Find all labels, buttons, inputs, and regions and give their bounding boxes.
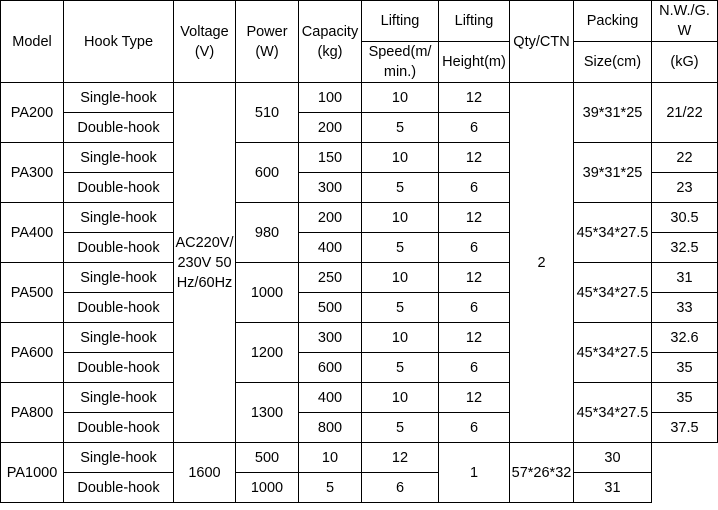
power-cell: 1200 bbox=[236, 323, 299, 383]
hook-type-cell: Single-hook bbox=[64, 443, 174, 473]
model-cell: PA500 bbox=[1, 263, 64, 323]
capacity-cell: 400 bbox=[299, 233, 362, 263]
height-cell: 6 bbox=[439, 293, 510, 323]
capacity-cell: 1000 bbox=[236, 473, 299, 503]
height-cell: 12 bbox=[439, 383, 510, 413]
header-row-1 bbox=[1, 1, 718, 42]
speed-cell: 5 bbox=[362, 233, 439, 263]
hook-type-cell: Double-hook bbox=[64, 293, 174, 323]
packing-size-cell: 45*34*27.5 bbox=[574, 263, 652, 323]
capacity-cell: 600 bbox=[299, 353, 362, 383]
capacity-cell: 500 bbox=[299, 293, 362, 323]
packing-size-cell: 45*34*27.5 bbox=[574, 203, 652, 263]
height-cell: 6 bbox=[439, 353, 510, 383]
nwgw-cell: 21/22 bbox=[652, 83, 718, 143]
capacity-cell: 250 bbox=[299, 263, 362, 293]
header-capacity: Capacity(kg) bbox=[299, 1, 362, 83]
hook-type-cell: Single-hook bbox=[64, 143, 174, 173]
nwgw-cell: 30.5 bbox=[652, 203, 718, 233]
header-lifting-speed: Speed(m/min.) bbox=[362, 42, 439, 83]
hook-type-cell: Single-hook bbox=[64, 383, 174, 413]
power-cell: 980 bbox=[236, 203, 299, 263]
power-cell: 1000 bbox=[236, 263, 299, 323]
height-cell: 12 bbox=[439, 323, 510, 353]
table-row bbox=[1, 443, 718, 473]
height-cell: 6 bbox=[439, 233, 510, 263]
nwgw-cell: 23 bbox=[652, 173, 718, 203]
packing-size-cell: 45*34*27.5 bbox=[574, 323, 652, 383]
model-cell: PA800 bbox=[1, 383, 64, 443]
speed-cell: 5 bbox=[362, 353, 439, 383]
table-row bbox=[1, 323, 718, 353]
model-cell: PA1000 bbox=[1, 443, 64, 503]
nwgw-cell: 32.5 bbox=[652, 233, 718, 263]
speed-cell: 10 bbox=[362, 383, 439, 413]
power-cell: 1300 bbox=[236, 383, 299, 443]
height-cell: 6 bbox=[362, 473, 439, 503]
speed-cell: 10 bbox=[362, 203, 439, 233]
capacity-cell: 200 bbox=[299, 203, 362, 233]
hook-type-cell: Double-hook bbox=[64, 473, 174, 503]
header-power: Power(W) bbox=[236, 1, 299, 83]
header-lifting-speed-top: Lifting bbox=[362, 1, 439, 42]
table-row bbox=[1, 383, 718, 413]
speed-cell: 5 bbox=[362, 173, 439, 203]
speed-cell: 10 bbox=[299, 443, 362, 473]
nwgw-cell: 35 bbox=[652, 383, 718, 413]
header-nwgw-top: N.W./G.W bbox=[652, 1, 718, 42]
hook-type-cell: Double-hook bbox=[64, 173, 174, 203]
table-row bbox=[1, 203, 718, 233]
power-cell: 600 bbox=[236, 143, 299, 203]
header-lifting-height-top: Lifting bbox=[439, 1, 510, 42]
speed-cell: 5 bbox=[362, 413, 439, 443]
height-cell: 12 bbox=[439, 143, 510, 173]
capacity-cell: 800 bbox=[299, 413, 362, 443]
height-cell: 12 bbox=[439, 263, 510, 293]
qty-cell: 2 bbox=[510, 83, 574, 443]
speed-cell: 5 bbox=[362, 113, 439, 143]
table-row bbox=[1, 473, 718, 503]
capacity-cell: 300 bbox=[299, 323, 362, 353]
hook-type-cell: Single-hook bbox=[64, 323, 174, 353]
table-row bbox=[1, 143, 718, 173]
speed-cell: 10 bbox=[362, 83, 439, 113]
header-voltage: Voltage(V) bbox=[174, 1, 236, 83]
speed-cell: 5 bbox=[299, 473, 362, 503]
nwgw-cell: 30 bbox=[574, 443, 652, 473]
hook-type-cell: Single-hook bbox=[64, 83, 174, 113]
nwgw-cell: 32.6 bbox=[652, 323, 718, 353]
model-cell: PA300 bbox=[1, 143, 64, 203]
hook-type-cell: Single-hook bbox=[64, 263, 174, 293]
table-row bbox=[1, 263, 718, 293]
power-cell: 510 bbox=[236, 83, 299, 143]
nwgw-cell: 35 bbox=[652, 353, 718, 383]
hook-type-cell: Double-hook bbox=[64, 413, 174, 443]
header-model: Model bbox=[1, 1, 64, 83]
hook-type-cell: Double-hook bbox=[64, 233, 174, 263]
capacity-cell: 500 bbox=[236, 443, 299, 473]
capacity-cell: 150 bbox=[299, 143, 362, 173]
nwgw-cell: 37.5 bbox=[652, 413, 718, 443]
height-cell: 6 bbox=[439, 413, 510, 443]
packing-size-cell: 45*34*27.5 bbox=[574, 383, 652, 443]
model-cell: PA400 bbox=[1, 203, 64, 263]
header-lifting-height: Height(m) bbox=[439, 42, 510, 83]
speed-cell: 10 bbox=[362, 323, 439, 353]
height-cell: 6 bbox=[439, 173, 510, 203]
packing-size-cell: 39*31*25 bbox=[574, 143, 652, 203]
speed-cell: 10 bbox=[362, 143, 439, 173]
model-cell: PA600 bbox=[1, 323, 64, 383]
nwgw-cell: 31 bbox=[652, 263, 718, 293]
qty-cell: 1 bbox=[439, 443, 510, 503]
header-qty: Qty/CTN bbox=[510, 1, 574, 83]
header-packing-size: Size(cm) bbox=[574, 42, 652, 83]
height-cell: 12 bbox=[439, 83, 510, 113]
header-packing-top: Packing bbox=[574, 1, 652, 42]
header-hook-type: Hook Type bbox=[64, 1, 174, 83]
header-nwgw-unit: (kG) bbox=[652, 42, 718, 83]
table-row bbox=[1, 83, 718, 113]
capacity-cell: 300 bbox=[299, 173, 362, 203]
voltage-cell: AC220V/230V 50Hz/60Hz bbox=[174, 83, 236, 443]
hook-type-cell: Double-hook bbox=[64, 353, 174, 383]
hook-type-cell: Single-hook bbox=[64, 203, 174, 233]
nwgw-cell: 33 bbox=[652, 293, 718, 323]
packing-size-cell: 39*31*25 bbox=[574, 83, 652, 143]
nwgw-cell: 31 bbox=[574, 473, 652, 503]
model-cell: PA200 bbox=[1, 83, 64, 143]
packing-size-cell: 57*26*32 bbox=[510, 443, 574, 503]
speed-cell: 5 bbox=[362, 293, 439, 323]
speed-cell: 10 bbox=[362, 263, 439, 293]
hook-type-cell: Double-hook bbox=[64, 113, 174, 143]
capacity-cell: 100 bbox=[299, 83, 362, 113]
capacity-cell: 400 bbox=[299, 383, 362, 413]
capacity-cell: 200 bbox=[299, 113, 362, 143]
power-cell: 1600 bbox=[174, 443, 236, 503]
nwgw-cell: 22 bbox=[652, 143, 718, 173]
height-cell: 6 bbox=[439, 113, 510, 143]
height-cell: 12 bbox=[362, 443, 439, 473]
height-cell: 12 bbox=[439, 203, 510, 233]
